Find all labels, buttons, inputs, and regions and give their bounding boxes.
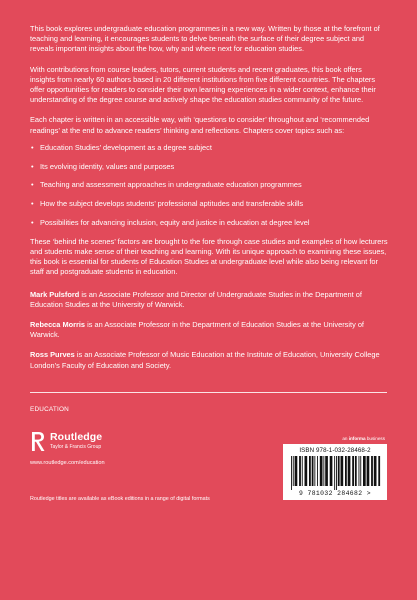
blurb-chapters-intro: Each chapter is written in an accessible way, with ‘questions to consider’ throughout and ‘recommended readings’ at the end to advance readers’ thinking and reflections. Chapters cover topics such as: — [30, 115, 370, 135]
topic-item: • Education Studies’ development as a degree subject — [30, 143, 388, 153]
author-bio-text: is an Associate Professor and Director of Undergraduate Studies in the Department of Education Studies at the University of Warwick. — [30, 289, 362, 309]
barcode-bar — [330, 456, 333, 486]
topic-list — [30, 143, 388, 228]
barcode-bar — [317, 456, 318, 486]
barcode-bar — [302, 456, 303, 486]
barcode-digits: 9 781032 284682 — [298, 490, 363, 497]
informa-brand: informa — [348, 436, 366, 441]
barcode-bar — [374, 456, 377, 486]
barcode-bar — [336, 456, 337, 490]
cover-footer — [30, 398, 387, 600]
routledge-r-icon — [30, 430, 46, 452]
topic-item: • Its evolving identity, values and purposes — [30, 162, 388, 172]
barcode-bar — [348, 456, 351, 486]
author-bio — [30, 290, 388, 310]
isbn-label: ISBN 978-1-032-28468-2 — [299, 447, 371, 454]
barcode-bar — [291, 456, 292, 490]
author-name: Ross Purves — [30, 350, 75, 360]
blurb-closing: These ‘behind the scenes’ factors are brought to the fore through case studies and examples of how lecturers and students make sense of their teaching and learning. With its unique approach to examining these issues, this book is essential for students of Education Studies at undergraduate level while also being relevant for staff and postgraduate students in education. — [30, 236, 388, 277]
barcode-icon — [291, 456, 381, 490]
barcode-box — [283, 444, 387, 500]
barcode-bar — [355, 456, 357, 486]
barcode-bar — [378, 456, 380, 486]
barcode-bar — [312, 456, 314, 486]
blurb-contributions: With contributions from course leaders, tutors, current students and recent graduates, this book offers insights from nearly 60 authors based in 20 different institutions from five different countries. The chapters offer opportunities for readers to consider their own learning experiences in a wider context, enhance their understanding of the degree course and actively shape the education studies community of the future. — [30, 64, 376, 105]
barcode-bar — [334, 456, 335, 490]
topic-item: • Teaching and assessment approaches in undergraduate education programmes — [30, 180, 388, 190]
barcode-bar — [323, 456, 324, 486]
informa-note — [342, 436, 385, 441]
barcode-bar — [338, 456, 340, 486]
topic-item: • How the subject develops students’ professional aptitudes and transferable skills — [30, 199, 388, 209]
barcode-bar — [309, 456, 311, 486]
informa-prefix: an — [342, 436, 349, 441]
divider — [30, 392, 387, 393]
ebook-note: Routledge titles are available as eBook editions in a range of digital formats — [30, 496, 210, 502]
barcode-addon: > — [366, 490, 372, 497]
barcode-bar — [320, 456, 323, 486]
barcode-bar — [325, 456, 328, 486]
author-bio — [30, 350, 388, 370]
publisher-url: www.routledge.com/education — [30, 460, 105, 466]
publisher-name: Routledge — [50, 431, 103, 443]
barcode-bar — [299, 456, 301, 486]
barcode-bar — [359, 456, 360, 486]
barcode-bar — [305, 456, 308, 486]
blurb — [30, 24, 388, 381]
author-bio-text: is an Associate Professor in the Department of Education Studies at the University of Warwick. — [30, 320, 364, 340]
author-bio-text: is an Associate Professor of Music Education at the Institute of Education, University College London’s Faculty of Education and Society. — [30, 350, 380, 370]
author-bio — [30, 320, 388, 340]
subject-category: EDUCATION — [30, 406, 69, 413]
barcode-bar — [345, 456, 347, 486]
publisher-group: Taylor & Francis Group — [50, 444, 102, 450]
author-name: Rebecca Morris — [30, 320, 86, 330]
barcode-bar — [363, 456, 366, 486]
barcode-bar — [360, 456, 361, 486]
publisher-logo — [30, 430, 150, 454]
barcode-bar — [293, 456, 294, 486]
blurb-intro: This book explores undergraduate education programmes in a new way. Written by those at the forefront of teaching and learning, it encourages students to delve beneath the surface of their degree subject and reveals important insights about the how, why and where next for education studies. — [30, 24, 380, 54]
barcode-number — [283, 490, 387, 497]
barcode-bar — [367, 456, 370, 486]
barcode-bar — [352, 456, 354, 486]
barcode-bar — [341, 456, 344, 486]
barcode-bar — [371, 456, 373, 486]
informa-suffix: business — [365, 436, 385, 441]
barcode-bar — [314, 456, 315, 486]
author-name: Mark Pulsford — [30, 289, 80, 299]
topic-item: • Possibilities for advancing inclusion, equity and justice in education at degree level — [30, 218, 388, 228]
barcode-bar — [295, 456, 298, 486]
